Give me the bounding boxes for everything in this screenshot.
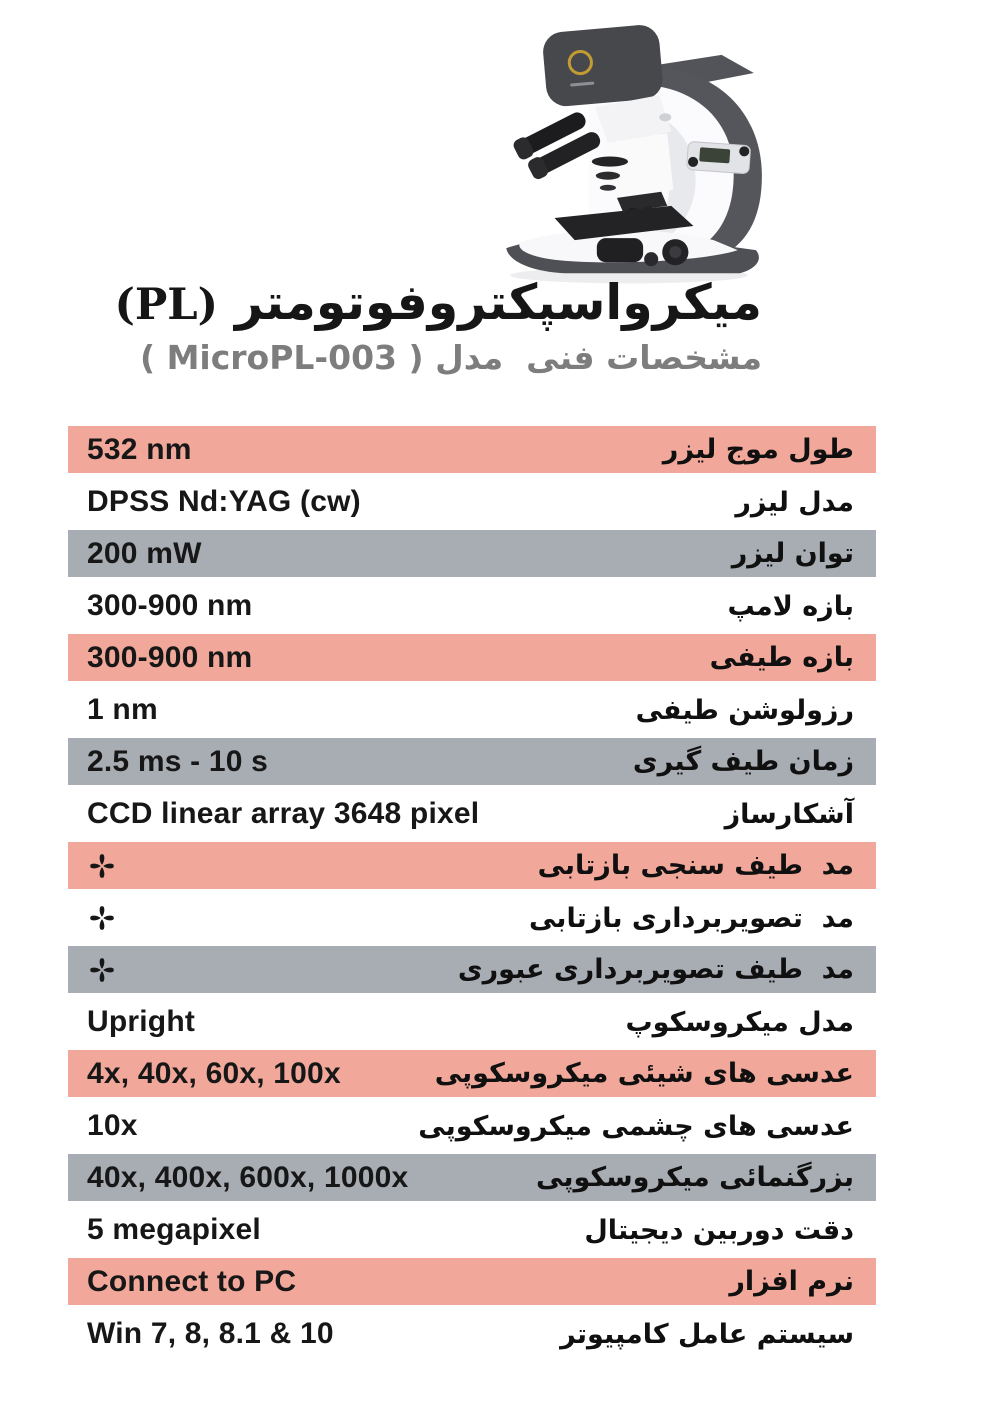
table-row [68, 632, 876, 684]
spec-label: آشکارساز [724, 798, 854, 830]
spec-value-cell [68, 433, 192, 467]
spec-value: 532 nm [87, 432, 192, 466]
table-row [68, 1204, 876, 1256]
spec-label: بزرگنمائی میکروسکوپی [536, 1162, 854, 1193]
spec-value-cell [68, 745, 268, 779]
table-row [68, 1308, 876, 1360]
spec-label: طول موج لیزر [662, 434, 854, 465]
spec-value-cell [68, 1005, 195, 1039]
spec-value-cell [68, 851, 117, 881]
page-title-farsi: میکرواسپکتروفوتومتر [235, 274, 762, 331]
table-row [68, 840, 876, 892]
spec-value: 300-900 nm [87, 589, 253, 622]
spec-label: بازه طیفی [709, 642, 854, 673]
spec-value: 200 mW [87, 536, 202, 570]
spec-label: زمان طیف گیری [632, 746, 854, 777]
spec-label: مد طیف تصویربرداری عبوری [457, 954, 854, 985]
microscope-image [468, 10, 780, 288]
spec-value-cell [68, 1057, 341, 1091]
table-row [68, 580, 876, 632]
spec-label: سیستم عامل کامپیوتر [560, 1318, 854, 1350]
spec-value: 300-900 nm [87, 640, 253, 674]
spec-value-cell [68, 1161, 408, 1195]
table-row [68, 788, 876, 840]
spec-label: مدل لیزر [735, 486, 854, 518]
microscope-illustration [468, 10, 780, 288]
mode-check-icon [87, 955, 117, 985]
table-row [68, 684, 876, 736]
spec-value-cell [68, 589, 252, 623]
mode-check-icon [87, 851, 117, 881]
spec-label: عدسی های شیئی میکروسکوپی [434, 1058, 854, 1089]
spec-label: مد تصویربرداری بازتابی [528, 902, 854, 934]
table-row [68, 1048, 876, 1100]
header [114, 276, 762, 377]
spec-value-cell [68, 485, 361, 519]
spec-value-cell [68, 693, 158, 727]
spec-label: مد طیف سنجی بازتابی [537, 850, 854, 881]
spec-value-cell [68, 537, 202, 571]
page-title [114, 276, 762, 330]
spec-value: 2.5 ms - 10 s [87, 744, 269, 778]
mode-check-icon [87, 903, 117, 933]
spec-value: DPSS Nd:YAG (cw) [87, 485, 361, 518]
spec-value: 1 nm [87, 693, 158, 726]
table-row [68, 1256, 876, 1308]
table-row [68, 528, 876, 580]
spec-value-cell [68, 1213, 261, 1247]
spec-value-cell [68, 955, 117, 985]
table-row [68, 892, 876, 944]
table-row [68, 944, 876, 996]
spec-label: عدسی های چشمی میکروسکوپی [418, 1110, 854, 1142]
spec-value: Upright [87, 1005, 196, 1038]
spec-value-cell [68, 797, 479, 831]
spec-value: CCD linear array 3648 pixel [87, 797, 480, 830]
page-title-latin: (PL) [114, 280, 218, 330]
table-row [68, 736, 876, 788]
spec-value-cell [68, 641, 252, 675]
spec-value: 10x [87, 1109, 138, 1142]
spec-value: Win 7, 8, 8.1 & 10 [87, 1317, 334, 1350]
spec-value-cell [68, 1109, 138, 1143]
table-row [68, 996, 876, 1048]
camera-head [541, 23, 664, 107]
spec-value: Connect to PC [87, 1264, 297, 1298]
table-row [68, 476, 876, 528]
spec-label: رزولوشن طیفی [635, 694, 854, 726]
spec-label: دقت دوربین دیجیتال [584, 1214, 854, 1246]
spec-label: بازه لامپ [727, 590, 854, 622]
spec-value-cell [68, 903, 117, 933]
control-panel [686, 141, 750, 173]
spec-table [68, 424, 876, 1360]
spec-value: 5 megapixel [87, 1213, 261, 1246]
spec-value: 4x, 40x, 60x, 100x [87, 1056, 341, 1090]
spec-label: نرم افزار [729, 1266, 854, 1297]
spec-value-cell [68, 1265, 296, 1299]
spec-label: مدل میکروسکوپ [625, 1006, 854, 1038]
spec-value-cell [68, 1317, 334, 1351]
spec-label: توان لیزر [731, 538, 854, 569]
spec-value: 40x, 400x, 600x, 1000x [87, 1160, 409, 1194]
table-row [68, 424, 876, 476]
page-subtitle: مشخصات فنی مدل ( MicroPL-003 ) [139, 337, 762, 377]
table-row [68, 1100, 876, 1152]
table-row [68, 1152, 876, 1204]
